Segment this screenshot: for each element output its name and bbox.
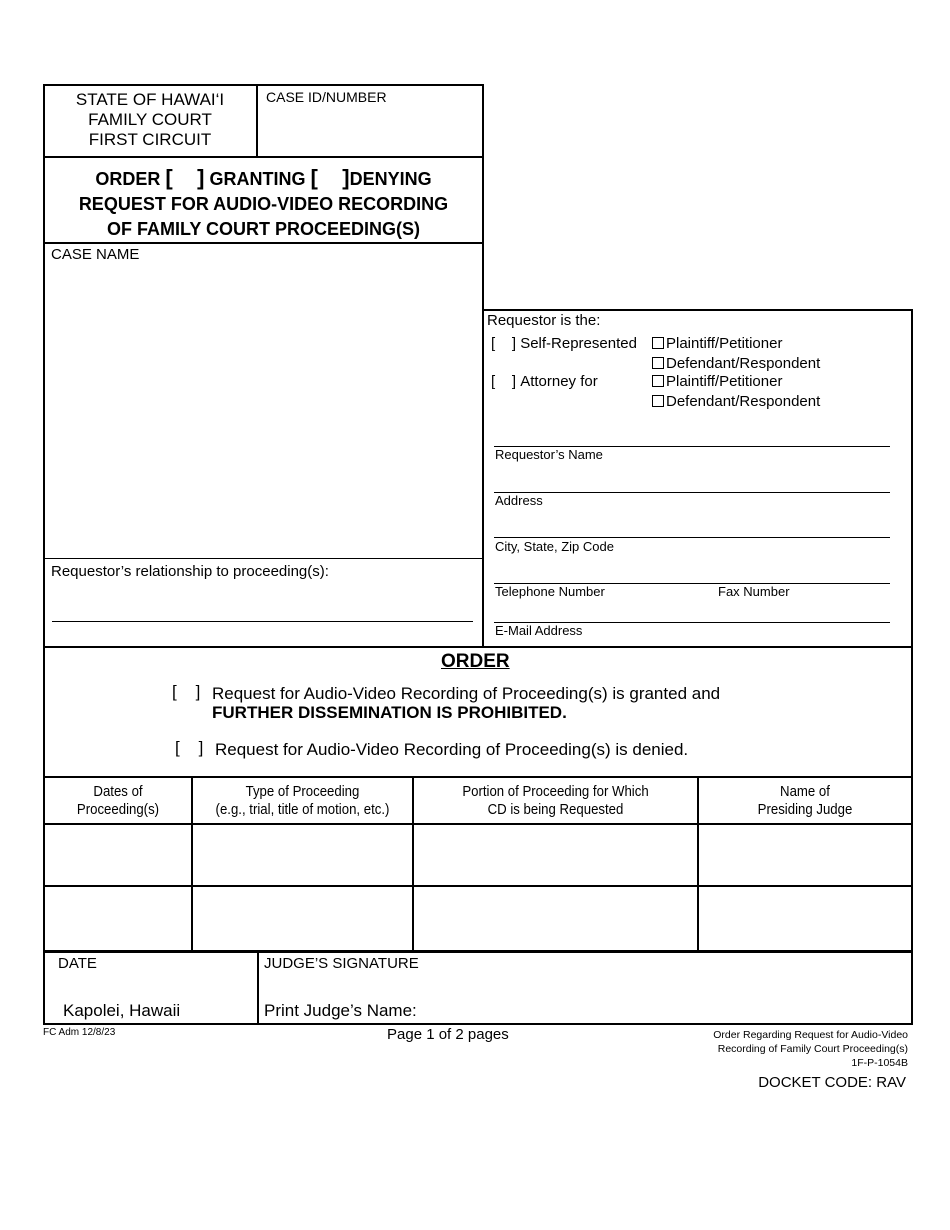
address-field[interactable] (494, 492, 890, 493)
form-title-footer: Order Regarding Request for Audio-Video Recording of Family Court Proceeding(s) 1F-P-1054B (713, 1029, 908, 1069)
title-line-3: OF FAMILY COURT PROCEEDING(S) (106, 219, 421, 239)
title-line-2: REQUEST FOR AUDIO-VIDEO RECORDING (78, 194, 449, 214)
title-denying: DENYING (349, 169, 432, 189)
checkbox-icon (652, 357, 664, 369)
relationship-label: Requestor’s relationship to proceeding(s): (51, 563, 329, 580)
docket-code: DOCKET CODE: RAV (758, 1074, 906, 1091)
requestor-name-label: Requestor’s Name (495, 447, 603, 462)
city-field[interactable] (494, 537, 890, 538)
grant-checkbox[interactable]: [ ] (172, 682, 201, 701)
table-row-divider (43, 885, 913, 887)
checkbox-icon (652, 375, 664, 387)
form-title (45, 165, 482, 242)
address-label: Address (495, 493, 543, 508)
self-defendant-checkbox[interactable]: Defendant/Respondent (652, 355, 820, 372)
checkbox-icon (652, 395, 664, 407)
header-divider (256, 84, 258, 158)
judge-signature-label: JUDGE’S SIGNATURE (264, 955, 419, 972)
relationship-field[interactable] (52, 621, 473, 622)
requestor-heading: Requestor is the: (487, 312, 601, 329)
case-name-bottom-line (45, 558, 483, 559)
left-outer-border (43, 242, 45, 648)
denying-bracket[interactable]: [ ] (310, 165, 350, 190)
court-name (45, 90, 255, 150)
title-granting: GRANTING (209, 169, 306, 189)
table-header-divider (43, 823, 913, 825)
table-header-portion: Portion of Proceeding for Which CD is being Requested (462, 783, 649, 818)
table-row[interactable] (45, 888, 911, 948)
denied-text: Request for Audio-Video Recording of Proceeding(s) is denied. (215, 740, 689, 759)
signature-divider (257, 951, 259, 1025)
fax-label: Fax Number (718, 584, 790, 599)
table-header-dates: Dates of Proceeding(s) (76, 783, 160, 818)
granted-text: Request for Audio-Video Recording of Proceeding(s) is granted and (212, 684, 721, 703)
table-header-judge: Name of Presiding Judge (757, 783, 853, 818)
center-divider (482, 242, 484, 648)
right-outer-border-top (911, 309, 913, 648)
table-row[interactable] (45, 826, 911, 884)
phone-label: Telephone Number (495, 584, 605, 599)
page-number: Page 1 of 2 pages (387, 1026, 509, 1043)
prohibited-text: FURTHER DISSEMINATION IS PROHIBITED. (212, 703, 567, 722)
case-name-field[interactable] (48, 266, 478, 554)
print-judge-name-label: Print Judge’s Name: (264, 1001, 417, 1020)
title-order: ORDER (95, 169, 161, 189)
requestor-top-border (482, 309, 913, 311)
case-id-label: CASE ID/NUMBER (266, 89, 387, 105)
city-label: City, State, Zip Code (495, 539, 614, 554)
self-represented-option[interactable]: [ ] Self-Represented (491, 335, 637, 352)
attorney-plaintiff-checkbox[interactable]: Plaintiff/Petitioner (652, 373, 782, 390)
title-line-1 (45, 165, 482, 192)
date-label: DATE (58, 955, 97, 972)
judge-signature-field[interactable] (262, 974, 907, 998)
granting-bracket[interactable]: [ ] (165, 165, 205, 190)
attorney-for-option[interactable]: [ ] Attorney for (491, 373, 598, 390)
court-family: FAMILY COURT (88, 110, 212, 129)
attorney-defendant-checkbox[interactable]: Defendant/Respondent (652, 393, 820, 410)
table-header-type: Type of Proceeding (e.g., trial, title of motion, etc.) (215, 783, 390, 818)
case-id-field[interactable] (260, 108, 480, 154)
location-text: Kapolei, Hawaii (63, 1001, 181, 1020)
checkbox-icon (652, 337, 664, 349)
case-name-label: CASE NAME (51, 246, 140, 263)
court-state: STATE OF HAWAI‘I (75, 90, 225, 109)
court-circuit: FIRST CIRCUIT (88, 130, 212, 149)
order-heading: ORDER (441, 651, 510, 672)
form-date: FC Adm 12/8/23 (43, 1027, 116, 1038)
self-plaintiff-checkbox[interactable]: Plaintiff/Petitioner (652, 335, 782, 352)
deny-checkbox[interactable]: [ ] (175, 738, 204, 757)
email-label: E-Mail Address (495, 623, 583, 638)
